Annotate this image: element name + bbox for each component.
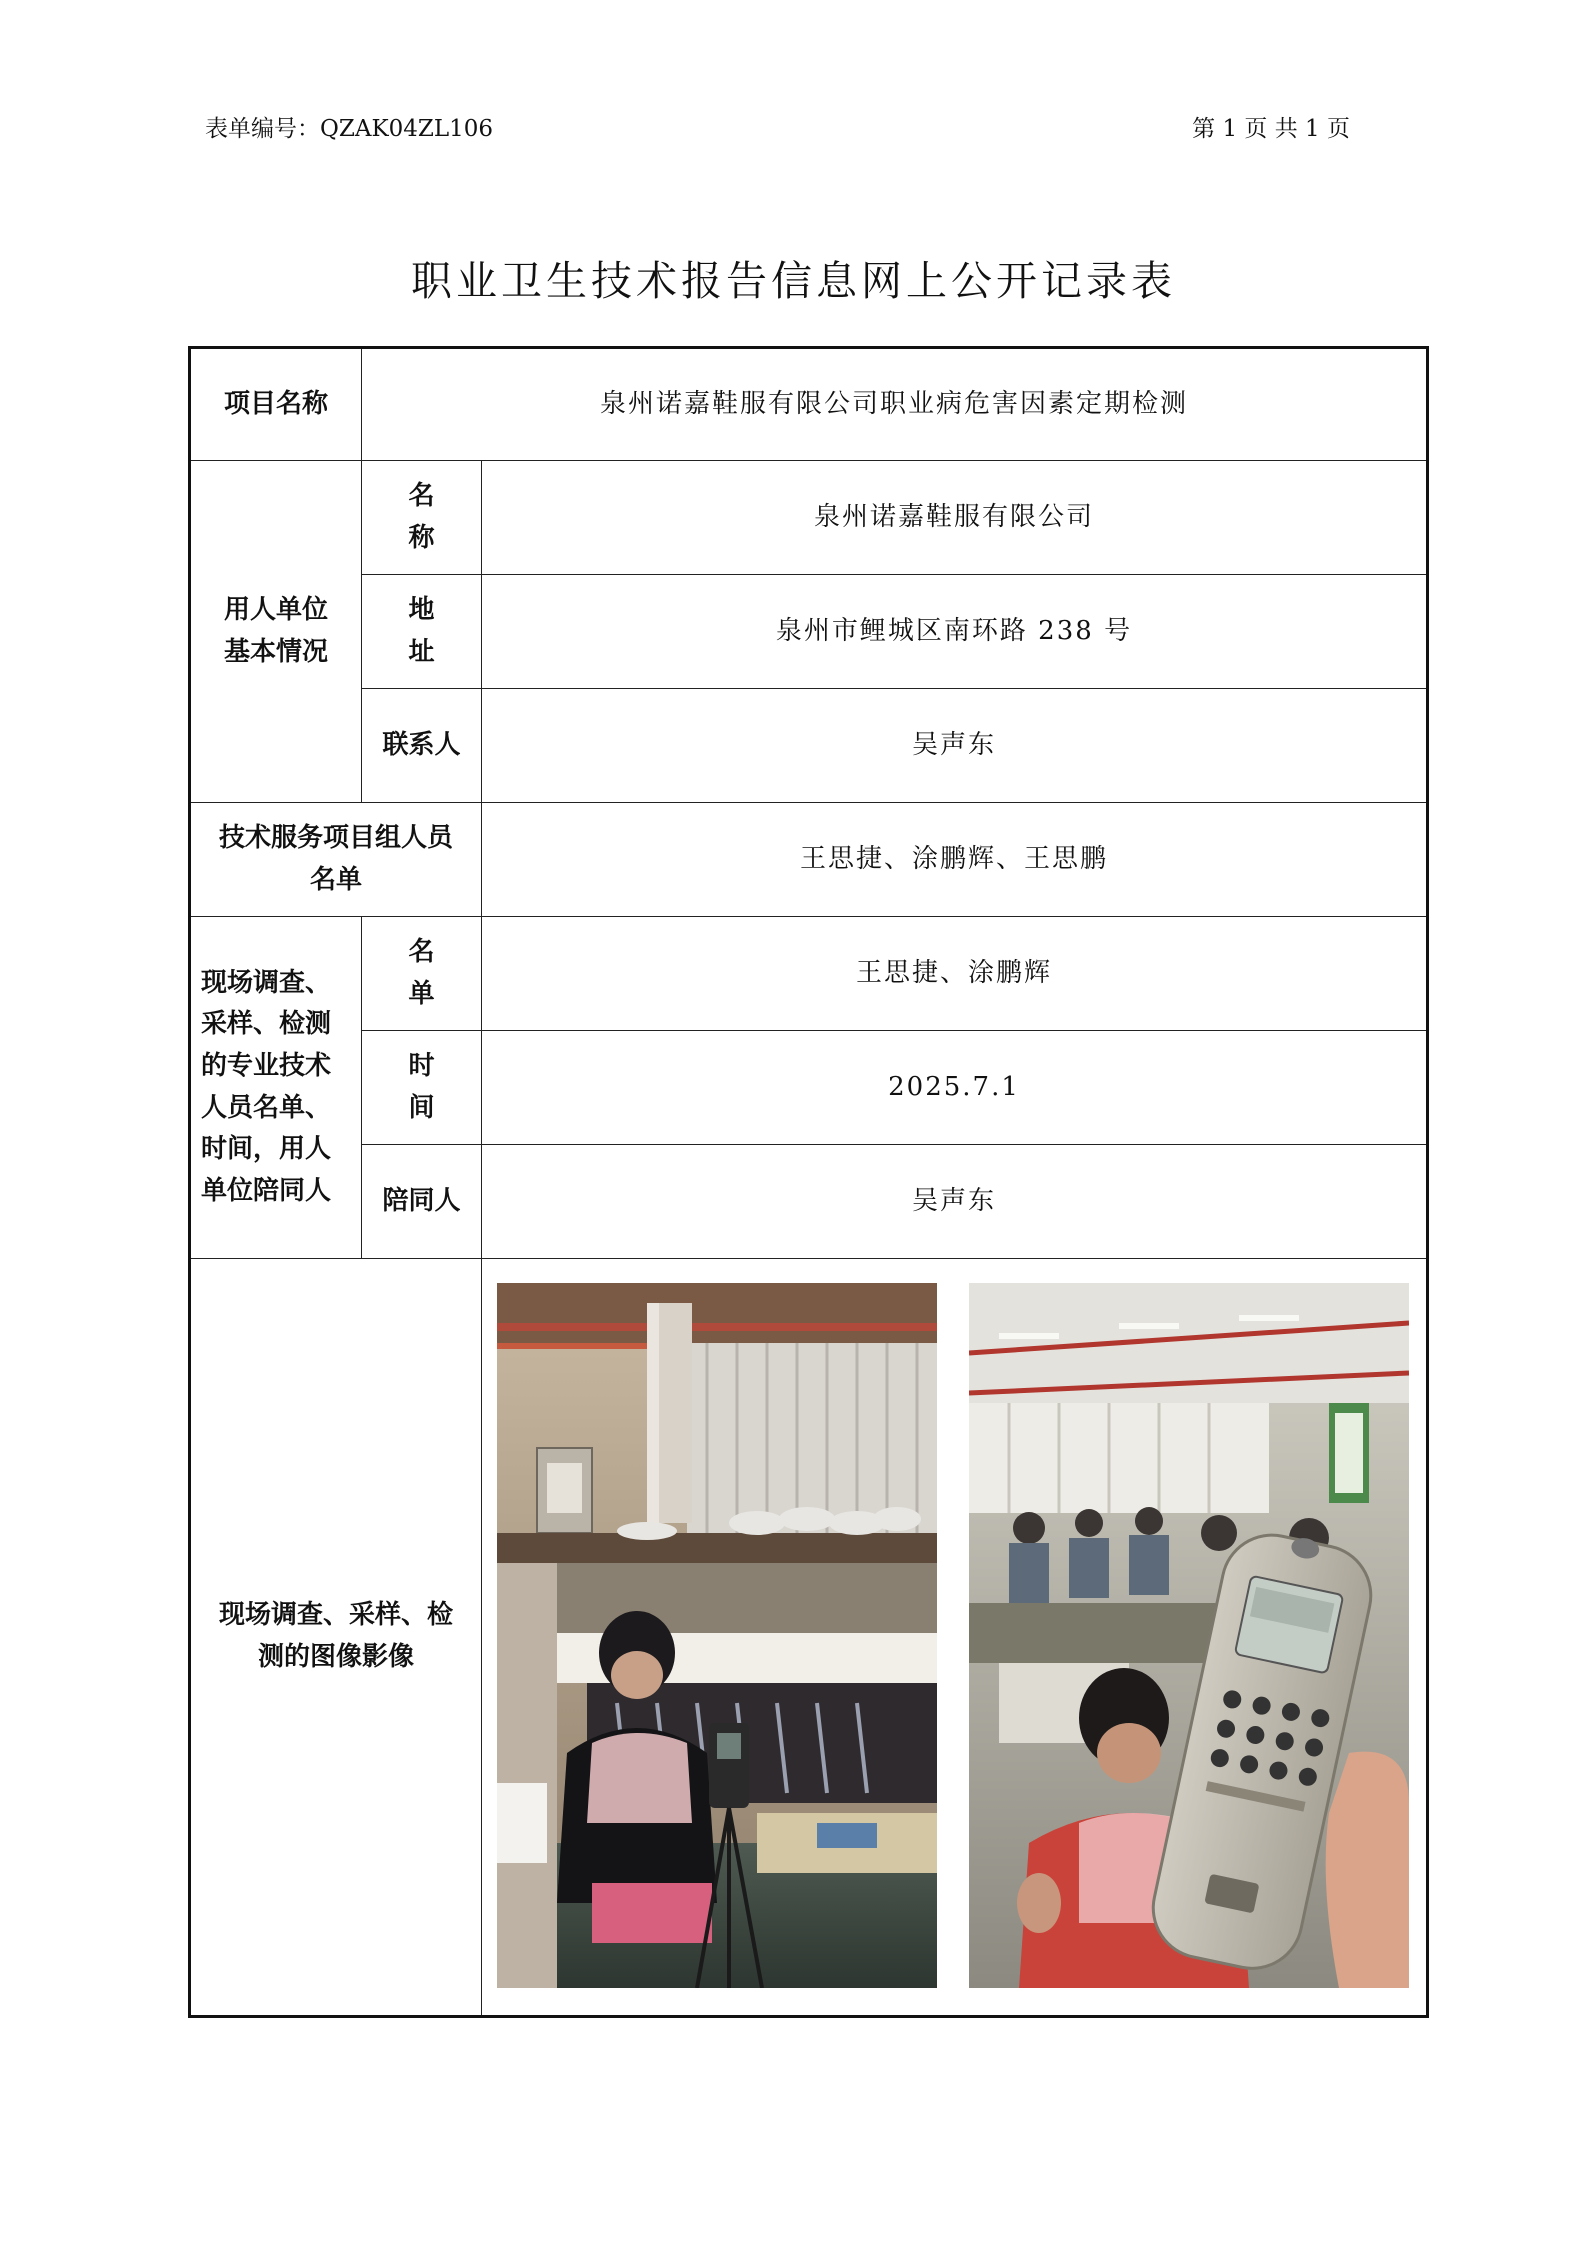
project-name-value: 泉州诺嘉鞋服有限公司职业病危害因素定期检测 xyxy=(362,348,1428,461)
images-label: 现场调查、采样、检测的图像影像 xyxy=(190,1259,482,2017)
table-row xyxy=(190,461,1428,575)
table-row xyxy=(190,689,1428,803)
table-row xyxy=(190,1031,1428,1145)
page-title: 职业卫生技术报告信息网上公开记录表 xyxy=(411,257,1176,305)
time-value: 2025.7.1 xyxy=(482,1031,1428,1145)
sound-meter-photo-image xyxy=(969,1283,1409,1988)
escort-label: 陪同人 xyxy=(362,1145,482,1259)
photo-gallery xyxy=(482,1261,1426,2013)
team-value: 王思捷、涂鹏辉、王思鹏 xyxy=(482,803,1428,917)
address-value: 泉州市鲤城区南环路 238 号 xyxy=(482,575,1428,689)
form-number-value: QZAK04ZL106 xyxy=(320,116,494,142)
images-cell xyxy=(482,1259,1428,2017)
name-label: 名称 xyxy=(362,461,482,575)
list-value: 王思捷、涂鹏辉 xyxy=(482,917,1428,1031)
table-row xyxy=(190,575,1428,689)
onsite-photo-2 xyxy=(969,1283,1409,1988)
form-number-label: 表单编号： xyxy=(205,116,320,142)
page-info: 第 1 页 共 1 页 xyxy=(1192,116,1350,142)
contact-value: 吴声东 xyxy=(482,689,1428,803)
time-label: 时间 xyxy=(362,1031,482,1145)
address-label: 地址 xyxy=(362,575,482,689)
table-row xyxy=(190,917,1428,1031)
record-table xyxy=(188,346,1429,2018)
onsite-staff-label: 现场调查、采样、检测的专业技术人员名单、时间，用人单位陪同人 xyxy=(190,917,362,1259)
list-label: 名单 xyxy=(362,917,482,1031)
employer-name-value: 泉州诺嘉鞋服有限公司 xyxy=(482,461,1428,575)
table-row xyxy=(190,1145,1428,1259)
onsite-photo-1 xyxy=(497,1283,937,1988)
table-row xyxy=(190,348,1428,461)
team-label: 技术服务项目组人员名单 xyxy=(190,803,482,917)
contact-label: 联系人 xyxy=(362,689,482,803)
table-row xyxy=(190,803,1428,917)
form-number xyxy=(205,110,493,143)
escort-value: 吴声东 xyxy=(482,1145,1428,1259)
workshop-photo-image xyxy=(497,1283,937,1988)
table-row xyxy=(190,1259,1428,2017)
employer-info-label: 用人单位基本情况 xyxy=(190,461,362,803)
project-name-label: 项目名称 xyxy=(190,348,362,461)
